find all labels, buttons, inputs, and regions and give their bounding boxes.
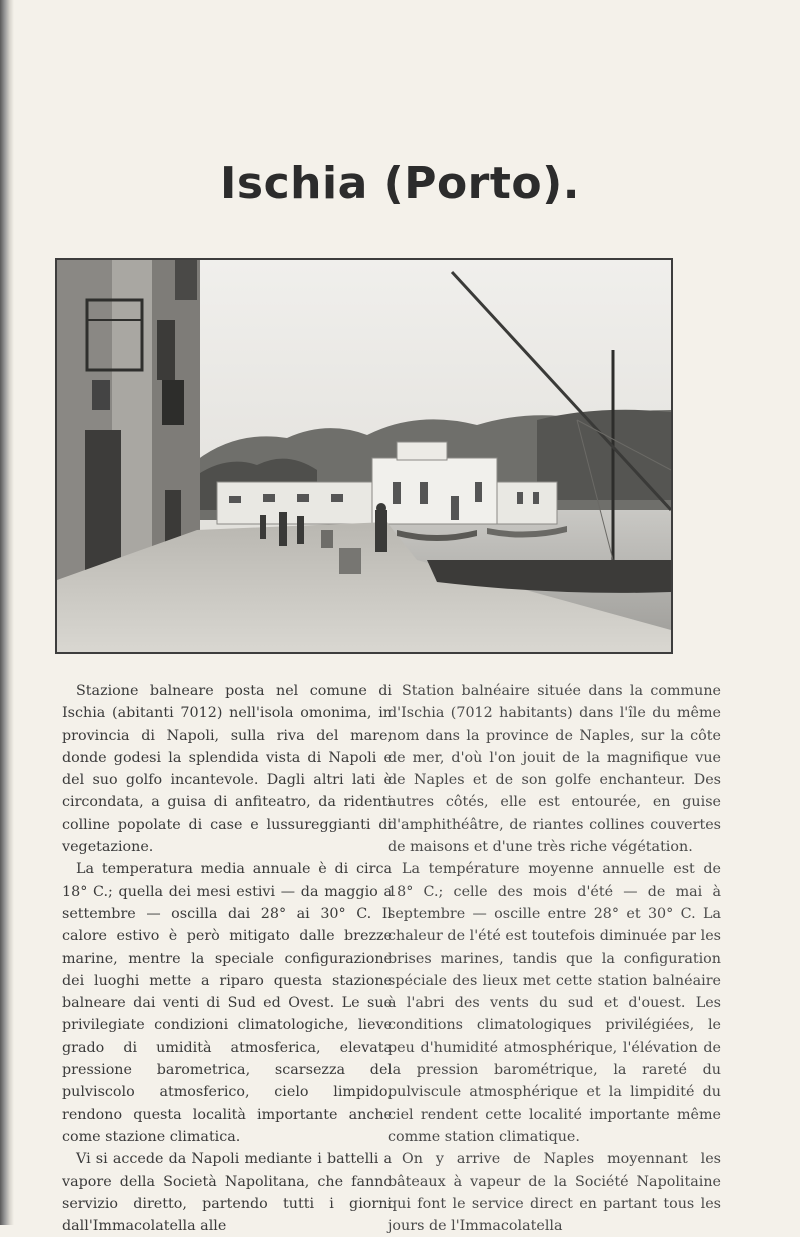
french-text-column bbox=[388, 680, 721, 1237]
french-paragraph: On y arrive de Naples moyennant les bâteaux à vapeur de la Société Napolitaine qui font le service direct en partant tous les jours de l'Immacolatella bbox=[388, 1151, 721, 1235]
french-paragraph: Station balnéaire située dans la commune d'Ischia (7012 habitants) dans l'île du même nom dans la province de Naples, sur la côte de mer, d'où l'on jouit de la magnifique vue de Naples et de son golfe enchanteur. Des autres côtés, elle est entourée, en guise d'amphithéâtre, de riantes collines couvertes de maisons et d'une très riche végétation. bbox=[388, 683, 721, 856]
page-title: Ischia (Porto). bbox=[220, 158, 580, 209]
french-paragraph: La température moyenne annuelle est de 18° C.; celle des mois d'été — de mai à septembre — oscille entre 28° et 30° C. La chaleur de l'été est toutefois diminuée par les brises marines, tandis que la configuration spéciale des lieux met cette station balnéaire à l'abri des vents du sud et d'ouest. Les conditions climatologiques privilégiées, le peu d'humidité atmosphérique, l'élévation de la pression barométrique, la rareté du pulviscule atmosphérique et la limpidité du ciel rendent cette localité importante même comme station climatique. bbox=[388, 861, 721, 1145]
italian-paragraph: La temperatura media annuale è di circa 18° C.; quella dei mesi estivi — da maggio a settembre — oscilla dai 28° ai 30° C. Il calore estivo è però mitigato dalle brezze marine, mentre la speciale configurazione dei luoghi mette a riparo questa stazione balneare dai venti di Sud ed Ovest. Le sue privilegiate condizioni climatologiche, lieve grado di umidità atmosferica, elevata pressione barometrica, scarsezza del pulviscolo atmosferico, cielo limpido, rendono questa località importante anche come stazione climatica. bbox=[62, 861, 392, 1145]
italian-paragraph: Stazione balneare posta nel comune di Ischia (abitanti 7012) nell'isola omonima, in provincia di Napoli, sulla riva del mare, donde godesi la splendida vista di Napoli e del suo golfo incantevole. Dagli altri lati è circondata, a guisa di anfiteatro, da ridenti colline popolate di case e lussureggianti di vegetazione. bbox=[62, 683, 392, 856]
harbour-photograph bbox=[55, 258, 673, 654]
italian-text-column bbox=[62, 680, 392, 1237]
italian-paragraph: Vi si accede da Napoli mediante i battelli a vapore della Società Napolitana, che fanno servizio diretto, partendo tutti i giorni dall'Immacolatella alle bbox=[62, 1151, 392, 1235]
